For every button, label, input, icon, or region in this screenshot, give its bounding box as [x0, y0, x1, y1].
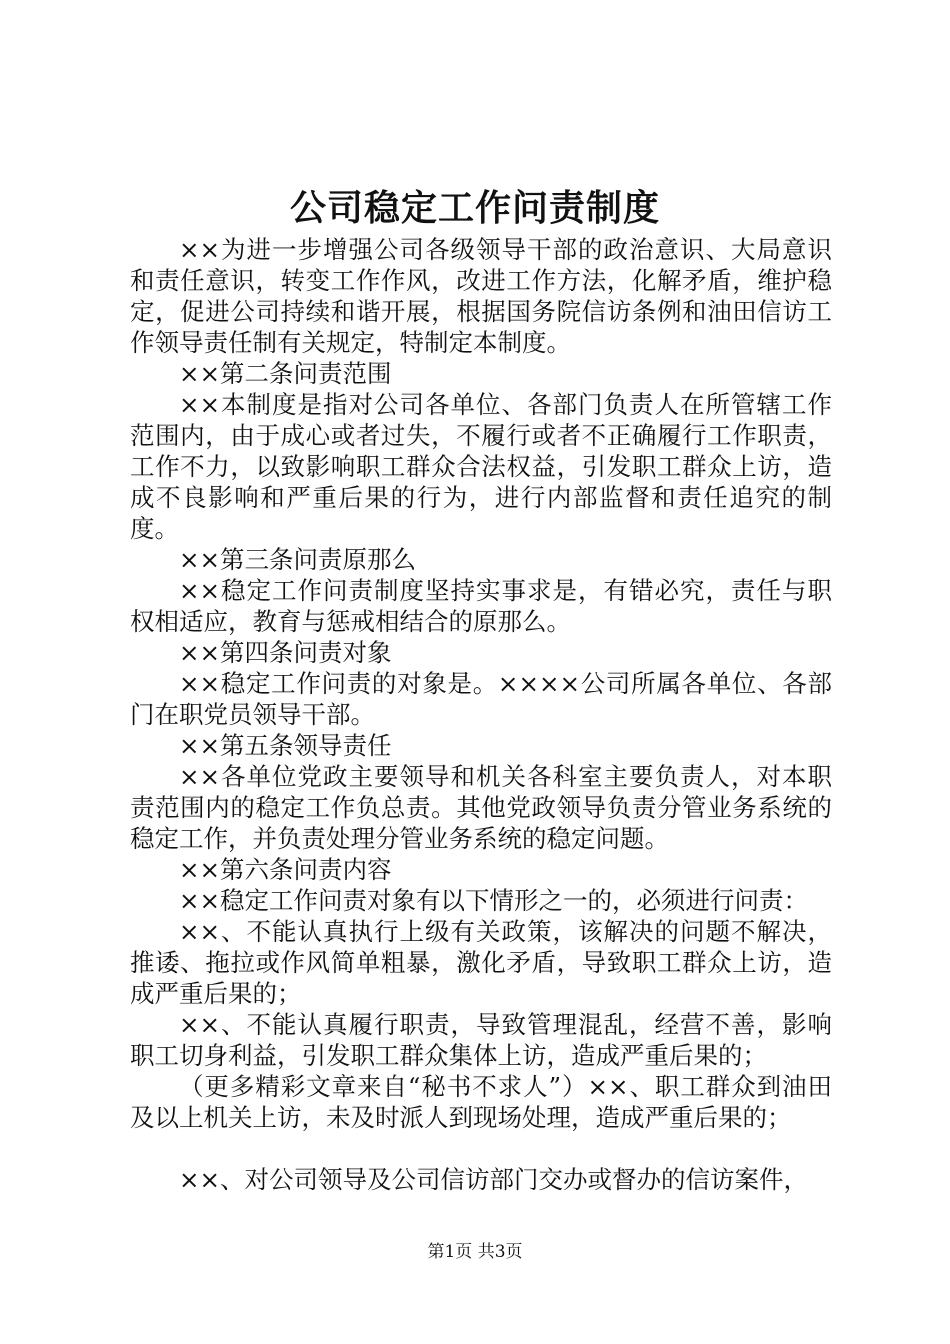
paragraph-article-5: ××各单位党政主要领导和机关各科室主要负责人，对本职责范围内的稳定工作负总责。其他党政领导负责分管业务系统的稳定工作，并负责处理分管业务系统的稳定问题。	[130, 762, 832, 853]
paragraph-article-4: ××稳定工作问责的对象是。××××公司所属各单位、各部门在职党员领导干部。	[130, 669, 832, 729]
heading-article-5: ××第五条领导责任	[179, 731, 392, 760]
heading-article-2: ××第二条问责范围	[179, 359, 392, 388]
paragraph-intro: ××为进一步增强公司各级领导干部的政治意识、大局意识和责任意识，转变工作作风，改进工作方法，化解矛盾，维护稳定，促进公司持续和谐开展，根据国务院信访条例和油田信访工作领导责任制有关规定，特制定本制度。	[130, 235, 832, 357]
list-item-1: ××、不能认真执行上级有关政策，该解决的问题不解决，推诿、拖拉或作风简单粗暴，激化矛盾，导致职工群众上访，造成严重后果的；	[130, 917, 832, 1008]
list-item-3: （更多精彩文章来自“秘书不求人”）××、职工群众到油田及以上机关上访，未及时派人到现场处理，造成严重后果的；	[130, 1072, 832, 1132]
list-item-2: ××、不能认真履行职责，导致管理混乱，经营不善，影响职工切身利益，引发职工群众集体上访，造成严重后果的；	[130, 1010, 832, 1070]
heading-article-3: ××第三条问责原那么	[179, 545, 417, 574]
heading-article-4: ××第四条问责对象	[179, 638, 392, 667]
page-number-footer: 第1页 共3页	[427, 1242, 523, 1262]
list-item-4: ××、对公司领导及公司信访部门交办或督办的信访案件，	[179, 1165, 809, 1194]
document-body	[130, 234, 832, 1195]
heading-article-6: ××第六条问责内容	[179, 855, 392, 884]
paragraph-article-6-intro: ××稳定工作问责对象有以下情形之一的，必须进行问责：	[179, 886, 809, 915]
page-title: 公司稳定工作问责制度	[289, 187, 660, 229]
paragraph-article-2: ××本制度是指对公司各单位、各部门负责人在所管辖工作范围内，由于成心或者过失，不履行或者不正确履行工作职责，工作不力，以致影响职工群众合法权益，引发职工群众上访，造成不良影响和严重后果的行为，进行内部监督和责任追究的制度。	[130, 390, 832, 543]
paragraph-article-3: ××稳定工作问责制度坚持实事求是，有错必究，责任与职权相适应，教育与惩戒相结合的原那么。	[130, 576, 832, 636]
